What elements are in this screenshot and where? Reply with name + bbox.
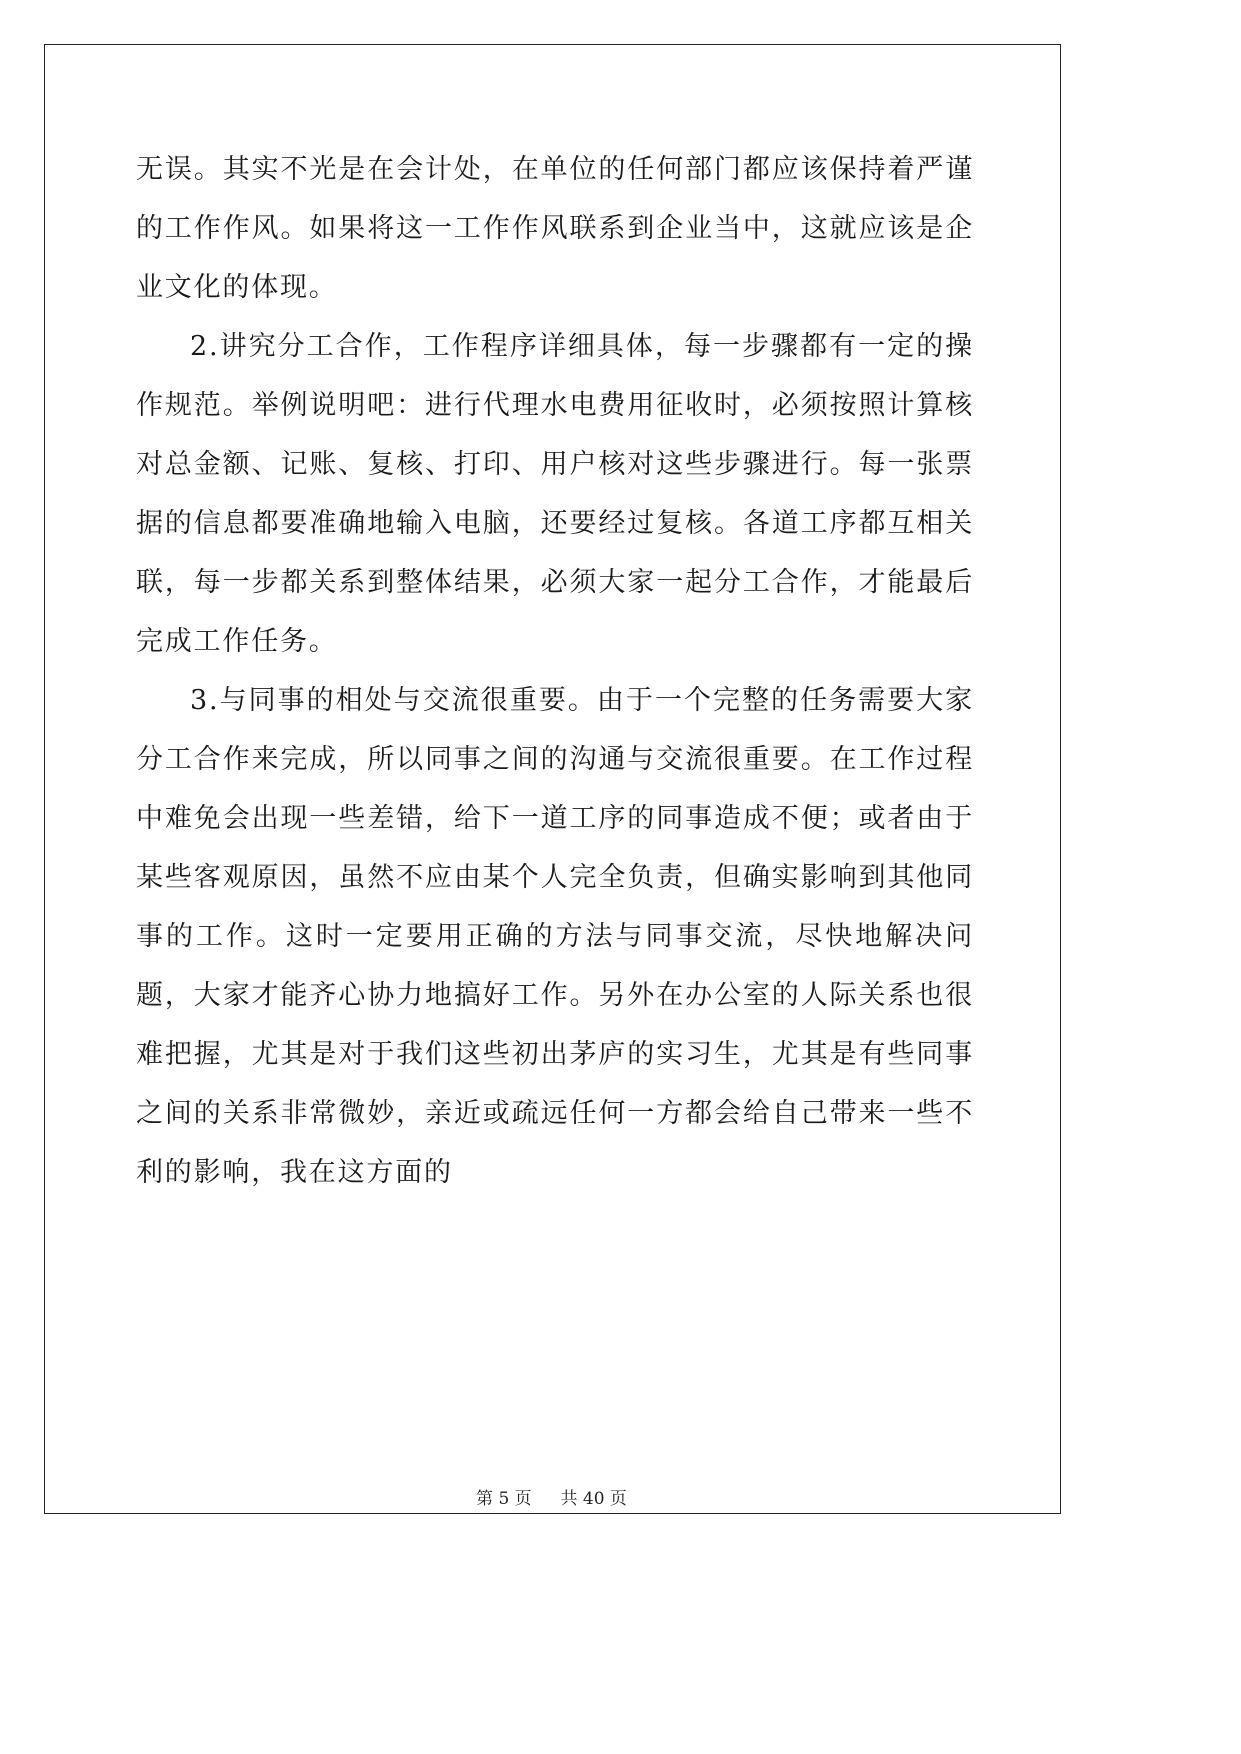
paragraph-1: 无误。其实不光是在会计处，在单位的任何部门都应该保持着严谨的工作作风。如果将这一工作作风联系到企业当中，这就应该是企业文化的体现。 (136, 154, 974, 303)
page-number: 第 5 页 (476, 1489, 532, 1509)
paragraph-2: 2.讲究分工合作，工作程序详细具体，每一步骤都有一定的操作规范。举例说明吧：进行代理水电费用征收时，必须按照计算核对总金额、记账、复核、打印、用户核对这些步骤进行。每一张票据的信息都要准确地输入电脑，还要经过复核。各道工序都互相关联，每一步都关系到整体结果，必须大家一起分工合作，才能最后完成工作任务。 (136, 331, 974, 657)
page-footer (0, 1484, 1103, 1509)
paragraph-3: 3.与同事的相处与交流很重要。由于一个完整的任务需要大家分工合作来完成，所以同事之间的沟通与交流很重要。在工作过程中难免会出现一些差错，给下一道工序的同事造成不便；或者由于某些客观原因，虽然不应由某个人完全负责，但确实影响到其他同事的工作。这时一定要用正确的方法与同事交流，尽快地解决问题，大家才能齐心协力地搞好工作。另外在办公室的人际关系也很难把握，尤其是对于我们这些初出茅庐的实习生，尤其是有些同事之间的关系非常微妙，亲近或疏远任何一方都会给自己带来一些不利的影响，我在这方面的 (136, 685, 974, 1188)
document-body (136, 140, 974, 1202)
total-pages: 共 40 页 (560, 1489, 627, 1509)
